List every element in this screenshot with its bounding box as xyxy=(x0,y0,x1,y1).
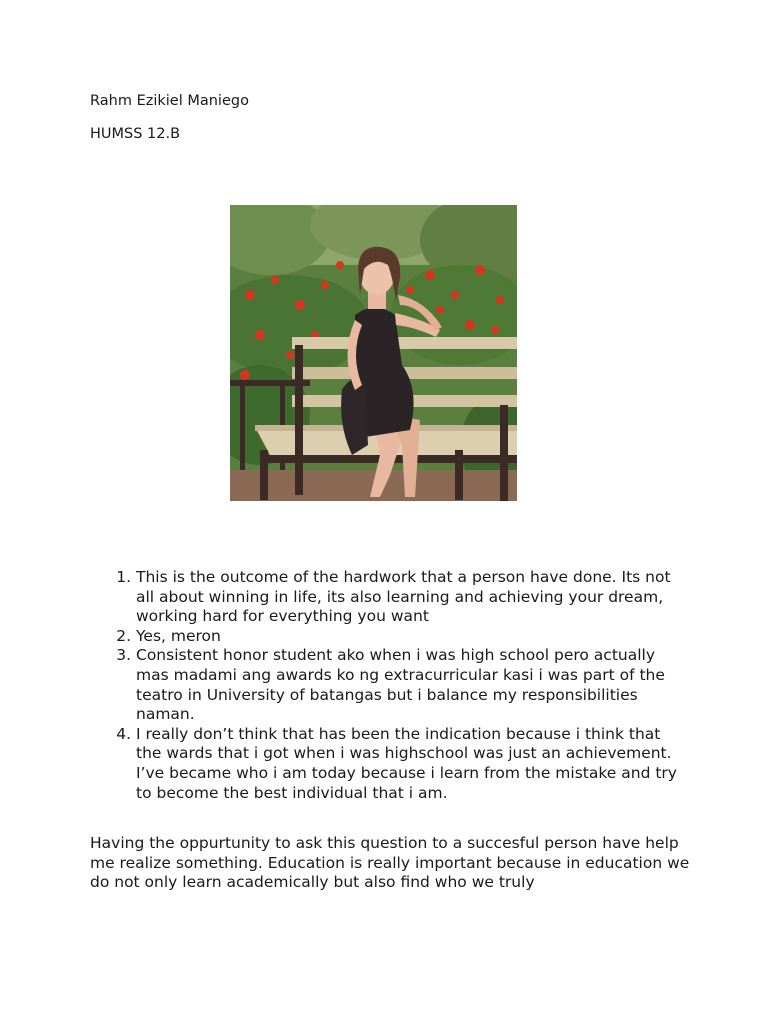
portrait-photo xyxy=(230,205,517,501)
closing-paragraph: Having the oppurtunity to ask this question to a succesful person have help me realize something. Education is really important because in education we do not only learn academically but also find who we truly xyxy=(90,834,690,892)
answer-item-4: 4. I really don’t think that has been the indication because i think that the wards that i got when i was highschool was just an achievement. I’ve became who i am today because i learn from the mistake and try to become the best individual that i am. xyxy=(136,725,690,803)
answer-item-3: 3. Consistent honor student ako when i was high school pero actually mas madami ang awards ko ng extracurricular kasi i was part of the teatro in University of batangas but i balance my responsibilities naman. xyxy=(136,646,690,724)
author-name: Rahm Ezikiel Maniego xyxy=(90,93,249,109)
answer-item-1: 1. This is the outcome of the hardwork that a person have done. Its not all about winning in life, its also learning and achieving your dream, working hard for everything you want xyxy=(136,568,690,627)
class-section: HUMSS 12.B xyxy=(90,126,181,142)
answer-item-2: 2. Yes, meron xyxy=(136,627,690,647)
answers-list xyxy=(90,568,690,803)
